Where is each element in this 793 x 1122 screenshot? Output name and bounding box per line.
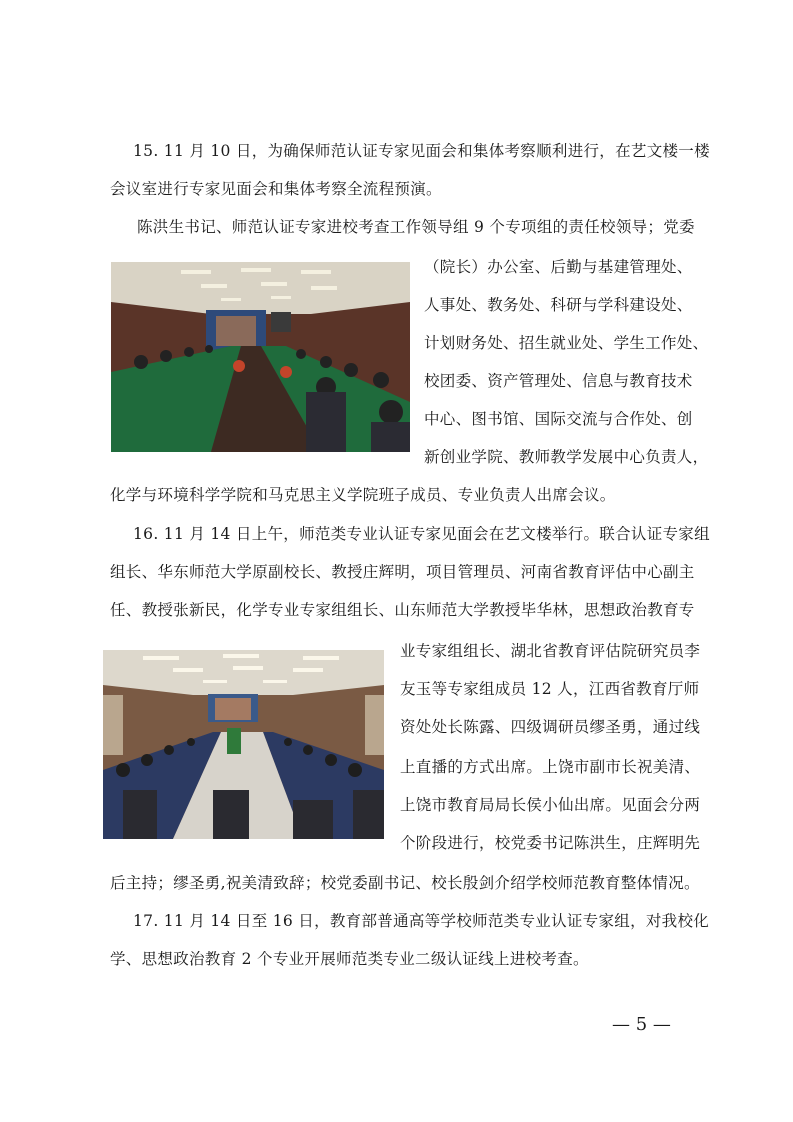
paragraph-15b-line-4: 计划财务处、招生就业处、学生工作处、 [424, 334, 709, 352]
paragraph-16-line-6: 资处处长陈露、四级调研员缪圣勇，通过线 [400, 718, 701, 736]
paragraph-17-line-1: 17. 11 月 14 日至 16 日，教育部普通高等学校师范类专业认证专家组，对我校化 [133, 912, 710, 930]
paragraph-16-line-2: 组长、华东师范大学原副校长、教授庄辉明，项目管理员、河南省教育评估中心副主 [110, 563, 695, 581]
meeting-photo-expert-conference [103, 650, 384, 839]
paragraph-15b-line-1: 陈洪生书记、师范认证专家进校考查工作领导组 9 个专项组的责任校领导；党委 [137, 218, 695, 236]
paragraph-15-line-1: 15. 11 月 10 日，为确保师范认证专家见面会和集体考察顺利进行，在艺文楼一楼 [133, 142, 710, 160]
paragraph-16-line-5: 友玉等专家组成员 12 人，江西省教育厅师 [400, 680, 700, 698]
paragraph-15b-line-8: 化学与环境科学学院和马克思主义学院班子成员、专业负责人出席会议。 [110, 486, 616, 504]
paragraph-15b-line-2: （院长）办公室、后勤与基建管理处、 [424, 258, 693, 276]
paragraph-16-line-3: 任、教授张新民，化学专业专家组组长、山东师范大学教授毕华林，思想政治教育专 [110, 601, 695, 619]
paragraph-16-line-1: 16. 11 月 14 日上午，师范类专业认证专家见面会在艺文楼举行。联合认证专家组 [133, 525, 710, 543]
paragraph-16-line-9: 个阶段进行，校党委书记陈洪生，庄辉明先 [400, 834, 701, 852]
paragraph-15b-line-3: 人事处、教务处、科研与学科建设处、 [424, 296, 693, 314]
paragraph-16-line-10: 后主持；缪圣勇,祝美清致辞；校党委副书记、校长殷剑介绍学校师范教育整体情况。 [110, 874, 700, 892]
paragraph-16-line-7: 上直播的方式出席。上饶市副市长祝美清、 [400, 758, 701, 776]
paragraph-17-line-2: 学、思想政治教育 2 个专业开展师范类专业二级认证线上进校考查。 [110, 950, 589, 968]
paragraph-15-line-2: 会议室进行专家见面会和集体考察全流程预演。 [110, 180, 442, 198]
paragraph-15b-line-5: 校团委、资产管理处、信息与教育技术 [424, 372, 693, 390]
page-number: — 5 — [612, 1014, 671, 1035]
meeting-photo-rehearsal [111, 262, 410, 452]
paragraph-16-line-8: 上饶市教育局局长侯小仙出席。见面会分两 [400, 796, 701, 814]
paragraph-15b-line-6: 中心、图书馆、国际交流与合作处、创 [424, 410, 693, 428]
paragraph-16-line-4: 业专家组组长、湖北省教育评估院研究员李 [400, 642, 701, 660]
paragraph-15b-line-7: 新创业学院、教师教学发展中心负责人， [424, 448, 709, 466]
